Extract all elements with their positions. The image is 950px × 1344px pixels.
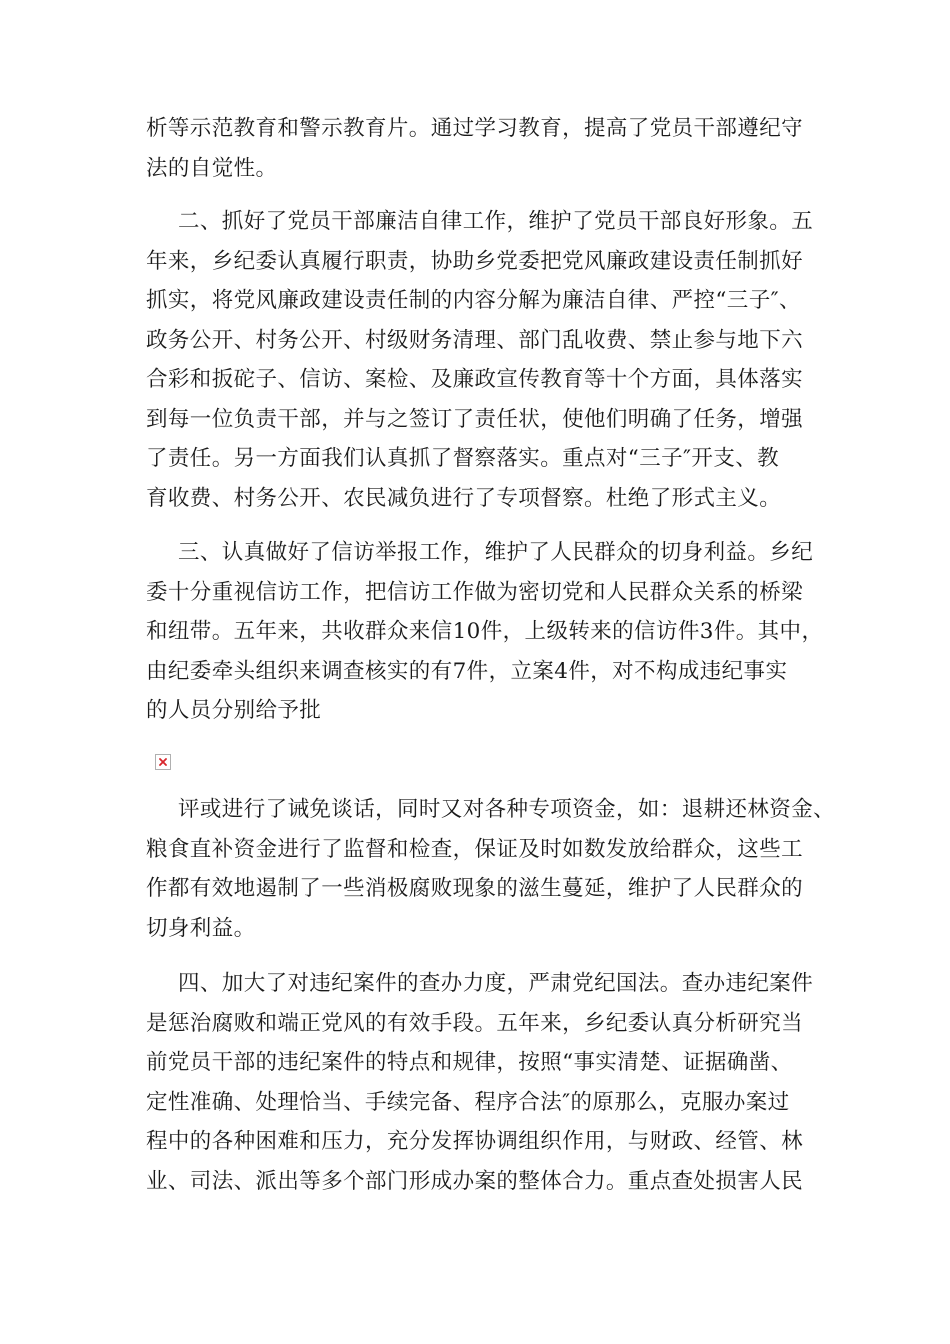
- text-line: 四、加大了对违纪案件的查办力度，严肃党纪国法。查办违纪案件: [178, 971, 814, 996]
- text-line: 粮食直补资金进行了监督和检查，保证及时如数发放给群众，这些工: [146, 836, 804, 862]
- text-line: 由纪委牵头组织来调查核实的有7件，立案4件，对不构成违纪事实: [146, 658, 788, 684]
- text-line: 和纽带。五年来，共收群众来信10件，上级转来的信访件3件。其中，: [146, 619, 824, 644]
- text-line: 政务公开、村务公开、村级财务清理、部门乱收费、禁止参与地下六: [146, 327, 804, 353]
- text-line: 定性准确、处理恰当、手续完备、程序合法″的原那么，克服办案过: [146, 1089, 790, 1115]
- text-line: 了责任。另一方面我们认真抓了督察落实。重点对“三子″开支、教: [146, 446, 780, 471]
- paragraph-section-three: [146, 533, 826, 731]
- text-line: 的人员分别给予批: [146, 698, 322, 723]
- text-line: 业、司法、派出等多个部门形成办案的整体合力。重点查处损害人民: [146, 1168, 804, 1194]
- paragraph-section-two: [146, 202, 826, 518]
- paragraph-continuation: [146, 109, 826, 188]
- paragraph-section-four: [146, 964, 826, 1201]
- text-line: 析等示范教育和警示教育片。通过学习教育，提高了党员干部遵纪守: [146, 116, 804, 141]
- text-line: 到每一位负责干部，并与之签订了责任状，使他们明确了任务，增强: [146, 406, 804, 432]
- text-line: 是惩治腐败和端正党风的有效手段。五年来，乡纪委认真分析研究当: [146, 1010, 804, 1036]
- text-line: 委十分重视信访工作，把信访工作做为密切党和人民群众关系的桥梁: [146, 579, 804, 605]
- broken-image-x-mark: [156, 755, 170, 769]
- text-line: 合彩和扳砣子、信访、案检、及廉政宣传教育等十个方面，具体落实: [146, 367, 804, 392]
- text-line: 切身利益。: [146, 915, 256, 941]
- text-line: 作都有效地遏制了一些消极腐败现象的滋生蔓延，维护了人民群众的: [146, 876, 804, 901]
- paragraph-section-three-continued: [146, 790, 836, 948]
- text-line: 程中的各种困难和压力，充分发挥协调组织作用，与财政、经管、林: [146, 1129, 804, 1154]
- text-line: 法的自觉性。: [146, 155, 278, 181]
- text-line: 抓实，将党风廉政建设责任制的内容分解为廉洁自律、严控“三子″、: [146, 288, 801, 313]
- text-line: 前党员干部的违纪案件的特点和规律，按照“事实清楚、证据确凿、: [146, 1050, 793, 1075]
- text-line: 育收费、村务公开、农民减负进行了专项督察。杜绝了形式主义。: [146, 485, 782, 511]
- text-line: 年来，乡纪委认真履行职责，协助乡党委把党风廉政建设责任制抓好: [146, 248, 804, 274]
- broken-image-icon: [155, 754, 171, 770]
- text-line: 三、认真做好了信访举报工作，维护了人民群众的切身利益。乡纪: [178, 540, 814, 565]
- text-line: 二、抓好了党员干部廉洁自律工作，维护了党员干部良好形象。五: [178, 209, 814, 234]
- text-line: 评或进行了诫免谈话，同时又对各种专项资金，如：退耕还林资金、: [178, 797, 836, 822]
